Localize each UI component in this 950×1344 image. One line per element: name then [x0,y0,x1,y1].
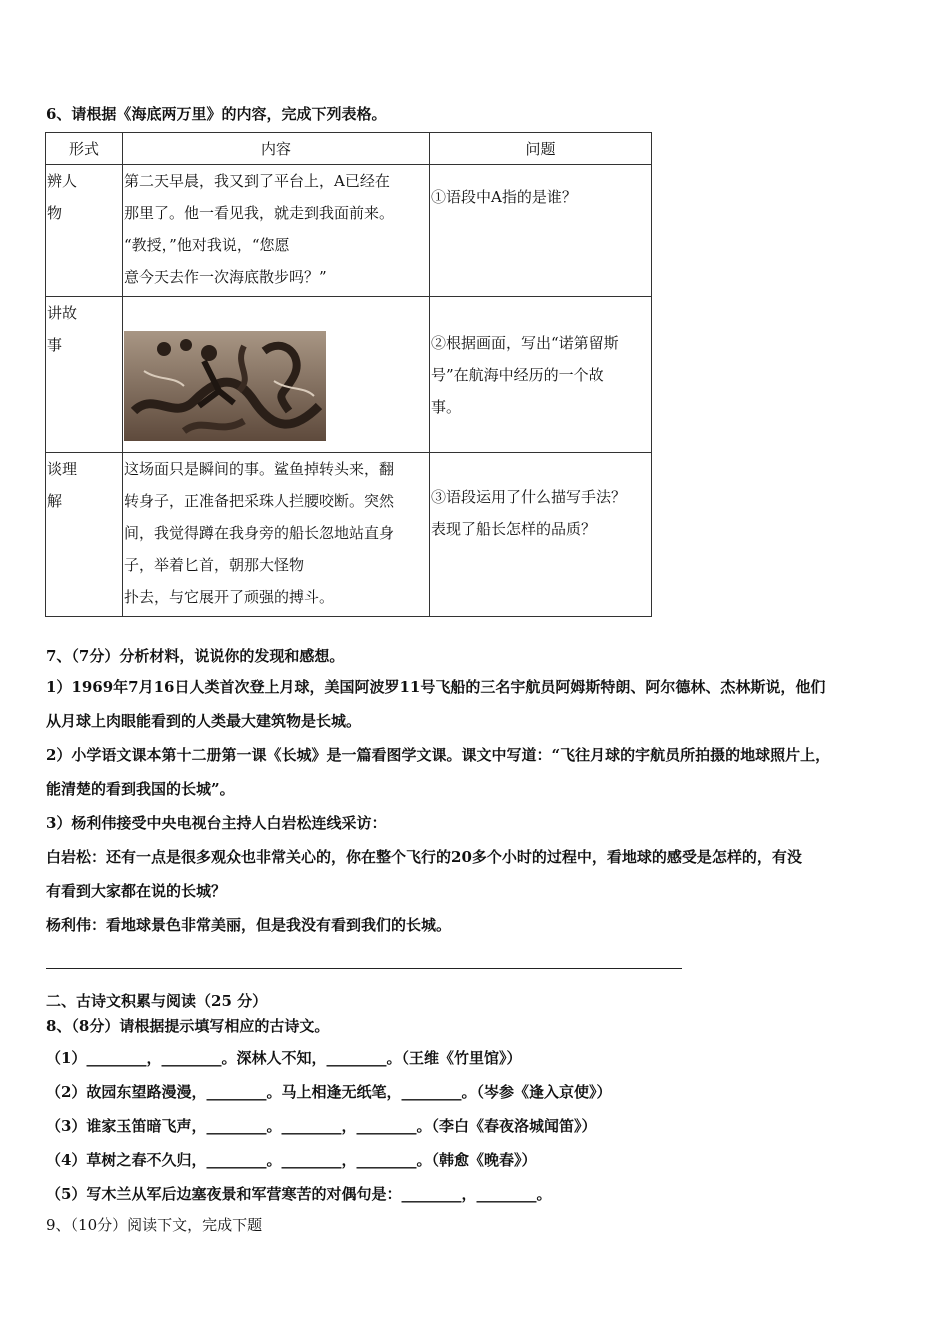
blank-field[interactable]: ________ [281,1151,342,1169]
question-text: 表现了船长怎样的品质？ [431,520,597,538]
blank-field[interactable]: ________ [86,1049,147,1067]
table-header-row [46,133,652,165]
blank-field[interactable]: ________ [206,1083,267,1101]
material-text: 能清楚的看到我国的长城”。 [46,780,235,798]
form-text: 辨人 [47,172,78,190]
poem-text: 。 [266,1117,282,1135]
content-text: 扑去，与它展开了顽强的搏斗。 [124,588,335,606]
material-text: 从月球上肉眼能看到的人类最大建筑物是长城。 [46,712,362,730]
poem-text: （4）草树之春不久归， [46,1151,207,1169]
q8-line-3 [46,1115,597,1136]
blank-field[interactable]: ________ [326,1049,387,1067]
q6-table [45,132,652,617]
question-text: 事。 [431,398,462,416]
content-text: 第二天早晨，我又到了平台上，A已经在 [124,172,390,190]
poem-text: 。（李白《春夜洛城闻笛》） [416,1117,597,1135]
poem-text: 。（韩愈《晚春》） [416,1151,537,1169]
table-row [46,453,652,617]
q8-line-2 [46,1081,611,1102]
answer-line [46,968,682,969]
header-form: 形式 [46,133,123,165]
poem-text: 。 [536,1185,552,1203]
table-row [46,165,652,297]
poem-text: ， [341,1151,357,1169]
octopus-illustration [124,331,326,441]
blank-field[interactable]: ________ [401,1083,462,1101]
form-text: 解 [47,492,63,510]
question-text: ②根据画面，写出“诺第留斯 [431,334,619,352]
blank-field[interactable]: ________ [401,1185,462,1203]
q9-title: 9、（10分）阅读下文，完成下题 [46,1216,263,1234]
material-text: 1）1969年7月16日人类首次登上月球，美国阿波罗11号飞船的三名宇航员阿姆斯特朗、阿尔德林、杰林斯说，他们 [46,678,826,696]
material-text: 3）杨利伟接受中央电视台主持人白岩松连线采访： [46,814,387,832]
poem-text: （1） [46,1049,87,1067]
form-text: 事 [47,336,63,354]
content-text: “教授，”他对我说，“您愿 [124,236,290,254]
header-content: 内容 [123,133,430,165]
q8-line-5 [46,1183,551,1204]
content-text: 子，举着匕首，朝那大怪物 [124,556,305,574]
content-text: 间，我觉得蹲在我身旁的船长忽地站直身 [124,524,395,542]
poem-text: （3）谁家玉笛暗飞声， [46,1117,207,1135]
form-text: 讲故 [47,304,78,322]
content-text: 转身子，正准备把采珠人拦腰咬断。突然 [124,492,395,510]
form-text: 谈理 [47,460,78,478]
poem-text: 。（王维《竹里馆》） [386,1049,522,1067]
question-text: ①语段中A指的是谁？ [431,188,577,206]
question-text: ③语段运用了什么描写手法？ [431,488,627,506]
blank-field[interactable]: ________ [206,1151,267,1169]
poem-text: 。 [266,1151,282,1169]
section2-title: 二、古诗文积累与阅读（25 分） [46,992,268,1010]
material-text: 白岩松：还有一点是很多观众也非常关心的，你在整个飞行的20多个小时的过程中，看地球的感受是怎样的，有没 [46,848,802,866]
content-text: 这场面只是瞬间的事。鲨鱼掉转头来，翻 [124,460,395,478]
table-row [46,297,652,453]
question-text: 号”在航海中经历的一个故 [431,366,604,384]
poem-text: 。马上相逢无纸笔， [266,1083,402,1101]
q7-material-1 [46,670,906,942]
blank-field[interactable]: ________ [476,1185,537,1203]
poem-text: ， [341,1117,357,1135]
material-text: 杨利伟：看地球景色非常美丽，但是我没有看到我们的长城。 [46,916,452,934]
q6-title: 6、请根据《海底两万里》的内容，完成下列表格。 [46,105,387,123]
blank-field[interactable]: ________ [161,1049,222,1067]
material-text: 有看到大家都在说的长城？ [46,882,227,900]
q8-line-1 [46,1047,521,1068]
blank-field[interactable]: ________ [356,1151,417,1169]
material-text: 2）小学语文课本第十二册第一课《长城》是一篇看图学文课。课文中写道：“飞往月球的宇航员所拍摄的地球照片上， [46,746,831,764]
form-text: 物 [47,204,63,222]
q8-title: 8、（8分）请根据提示填写相应的古诗文。 [46,1017,330,1035]
poem-text: 。深林人不知， [221,1049,327,1067]
header-question: 问题 [430,133,652,165]
poem-text: ， [461,1185,477,1203]
poem-text: （2）故园东望路漫漫， [46,1083,207,1101]
content-text: 那里了。他一看见我，就走到我面前来。 [124,204,395,222]
poem-text: 。（岑参《逢入京使》） [461,1083,612,1101]
poem-text: ， [146,1049,162,1067]
blank-field[interactable]: ________ [356,1117,417,1135]
poem-text: （5）写木兰从军后边塞夜景和军营寒苦的对偶句是： [46,1185,402,1203]
blank-field[interactable]: ________ [206,1117,267,1135]
q8-line-4 [46,1149,537,1170]
q7-title: 7、（7分）分析材料，说说你的发现和感想。 [46,647,345,665]
blank-field[interactable]: ________ [281,1117,342,1135]
content-text: 意今天去作一次海底散步吗？” [124,268,327,286]
